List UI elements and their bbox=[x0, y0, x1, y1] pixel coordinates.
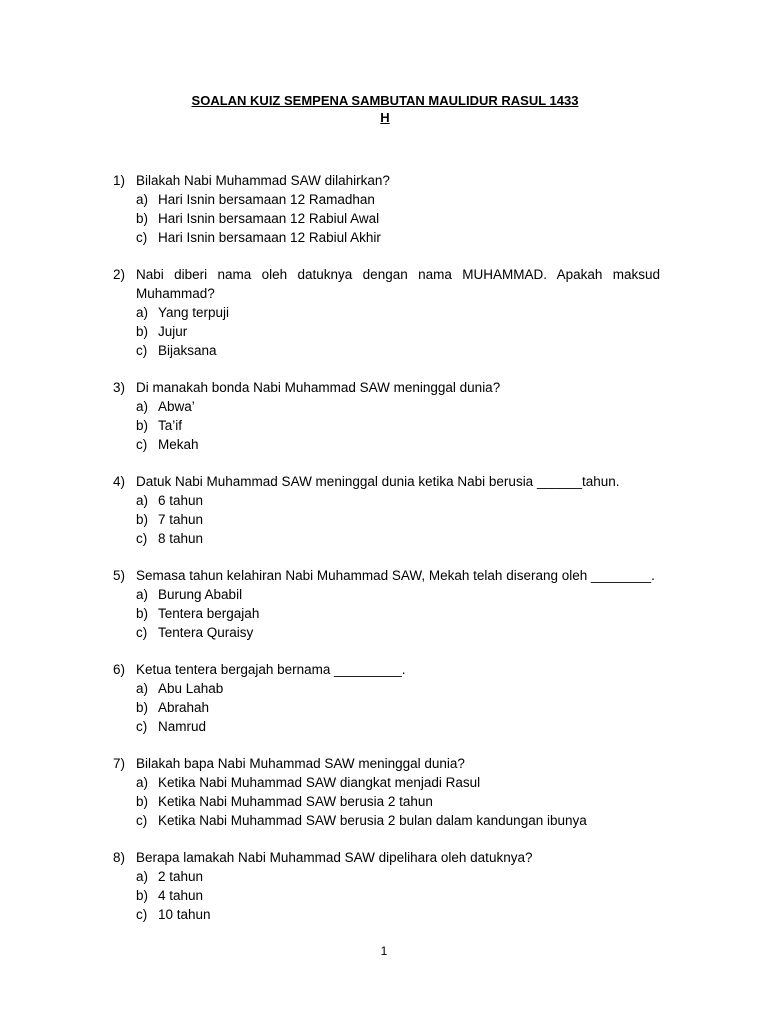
answer-option bbox=[0, 905, 768, 924]
option-text: Abwa’ bbox=[158, 399, 195, 414]
option-text: Jujur bbox=[158, 324, 188, 339]
option-letter: c) bbox=[136, 813, 148, 828]
option-text: Tentera Quraisy bbox=[158, 625, 254, 640]
answer-option bbox=[0, 585, 768, 604]
question-line bbox=[0, 284, 768, 303]
option-text: 7 tahun bbox=[158, 512, 204, 527]
question-text: Berapa lamakah Nabi Muhammad SAW dipelihara oleh datuknya? bbox=[136, 850, 533, 865]
option-text: Tentera bergajah bbox=[158, 606, 260, 621]
question-number: 6) bbox=[113, 662, 126, 677]
question-item bbox=[0, 171, 768, 247]
page-title bbox=[110, 92, 660, 126]
option-text: 4 tahun bbox=[158, 888, 204, 903]
option-text: 8 tahun bbox=[158, 531, 204, 546]
answer-option bbox=[0, 623, 768, 642]
question-line bbox=[0, 378, 768, 397]
answer-option bbox=[0, 529, 768, 548]
question-text: Bilakah Nabi Muhammad SAW dilahirkan? bbox=[136, 173, 390, 188]
option-text: 6 tahun bbox=[158, 493, 204, 508]
page-number: 1 bbox=[380, 944, 388, 958]
question-number: 5) bbox=[113, 568, 126, 583]
question-line bbox=[0, 265, 768, 284]
option-letter: c) bbox=[136, 230, 148, 245]
answer-option bbox=[0, 397, 768, 416]
question-text: Bilakah bapa Nabi Muhammad SAW meninggal dunia? bbox=[136, 756, 465, 771]
answer-option bbox=[0, 698, 768, 717]
option-letter: c) bbox=[136, 343, 148, 358]
question-number: 3) bbox=[113, 380, 126, 395]
option-text: Bijaksana bbox=[158, 343, 217, 358]
question-text: Datuk Nabi Muhammad SAW meninggal dunia ketika Nabi berusia ______tahun. bbox=[136, 474, 620, 489]
option-text: Yang terpuji bbox=[158, 305, 230, 320]
question-item bbox=[0, 378, 768, 454]
title-line-2: H bbox=[380, 110, 390, 125]
question-text: Semasa tahun kelahiran Nabi Muhammad SAW, Mekah telah diserang oleh ________. bbox=[136, 568, 655, 583]
question-number: 1) bbox=[113, 173, 126, 188]
answer-option bbox=[0, 811, 768, 830]
option-text: Burung Ababil bbox=[158, 587, 243, 602]
question-text: Ketua tentera bergajah bernama _________. bbox=[136, 662, 406, 677]
question-line bbox=[0, 660, 768, 679]
answer-option bbox=[0, 773, 768, 792]
option-letter: a) bbox=[136, 493, 149, 508]
question-line bbox=[0, 472, 768, 491]
option-letter: b) bbox=[136, 324, 149, 339]
option-letter: b) bbox=[136, 888, 149, 903]
answer-option bbox=[0, 416, 768, 435]
option-text: Namrud bbox=[158, 719, 207, 734]
question-item bbox=[0, 660, 768, 736]
option-text: Abrahah bbox=[158, 700, 210, 715]
answer-option bbox=[0, 228, 768, 247]
option-letter: b) bbox=[136, 512, 149, 527]
question-item bbox=[0, 754, 768, 830]
option-letter: b) bbox=[136, 700, 149, 715]
option-text: Ta’if bbox=[158, 418, 183, 433]
title-line-1: SOALAN KUIZ SEMPENA SAMBUTAN MAULIDUR RASUL 1433 bbox=[191, 93, 579, 108]
option-text: Hari Isnin bersamaan 12 Ramadhan bbox=[158, 192, 375, 207]
option-text: 2 tahun bbox=[158, 869, 204, 884]
option-letter: c) bbox=[136, 531, 148, 546]
option-letter: a) bbox=[136, 775, 149, 790]
question-item bbox=[0, 265, 768, 360]
question-line bbox=[0, 848, 768, 867]
option-text: Hari Isnin bersamaan 12 Rabiul Awal bbox=[158, 211, 380, 226]
option-letter: c) bbox=[136, 437, 148, 452]
option-letter: b) bbox=[136, 418, 149, 433]
answer-option bbox=[0, 510, 768, 529]
option-letter: a) bbox=[136, 869, 149, 884]
option-letter: b) bbox=[136, 211, 149, 226]
answer-option bbox=[0, 792, 768, 811]
option-text: Hari Isnin bersamaan 12 Rabiul Akhir bbox=[158, 230, 381, 245]
question-line bbox=[0, 754, 768, 773]
question-number: 8) bbox=[113, 850, 126, 865]
question-item bbox=[0, 566, 768, 642]
answer-option bbox=[0, 341, 768, 360]
answer-option bbox=[0, 491, 768, 510]
question-text: Nabi diberi nama oleh datuknya dengan nama MUHAMMAD. Apakah maksud bbox=[136, 267, 660, 282]
answer-option bbox=[0, 604, 768, 623]
option-text: Abu Lahab bbox=[158, 681, 224, 696]
option-text: Ketika Nabi Muhammad SAW berusia 2 tahun bbox=[158, 794, 433, 809]
question-item bbox=[0, 472, 768, 548]
option-letter: c) bbox=[136, 907, 148, 922]
answer-option bbox=[0, 717, 768, 736]
question-number: 4) bbox=[113, 474, 126, 489]
answer-option bbox=[0, 322, 768, 341]
question-line bbox=[0, 171, 768, 190]
answer-option bbox=[0, 886, 768, 905]
answer-option bbox=[0, 435, 768, 454]
answer-option bbox=[0, 679, 768, 698]
option-letter: a) bbox=[136, 399, 149, 414]
answer-option bbox=[0, 303, 768, 322]
question-number: 7) bbox=[113, 756, 126, 771]
answer-option bbox=[0, 190, 768, 209]
option-letter: b) bbox=[136, 606, 149, 621]
option-text: 10 tahun bbox=[158, 907, 211, 922]
question-item bbox=[0, 848, 768, 924]
question-text: Di manakah bonda Nabi Muhammad SAW meninggal dunia? bbox=[136, 380, 501, 395]
question-number: 2) bbox=[113, 267, 126, 282]
answer-option bbox=[0, 867, 768, 886]
option-letter: c) bbox=[136, 625, 148, 640]
answer-option bbox=[0, 209, 768, 228]
option-letter: a) bbox=[136, 192, 149, 207]
option-letter: a) bbox=[136, 587, 149, 602]
option-letter: c) bbox=[136, 719, 148, 734]
option-text: Ketika Nabi Muhammad SAW diangkat menjadi Rasul bbox=[158, 775, 481, 790]
option-text: Mekah bbox=[158, 437, 199, 452]
question-line bbox=[0, 566, 768, 585]
option-letter: a) bbox=[136, 681, 149, 696]
option-letter: a) bbox=[136, 305, 149, 320]
option-letter: b) bbox=[136, 794, 149, 809]
question-text: Muhammad? bbox=[136, 286, 215, 301]
option-text: Ketika Nabi Muhammad SAW berusia 2 bulan dalam kandungan ibunya bbox=[158, 813, 587, 828]
